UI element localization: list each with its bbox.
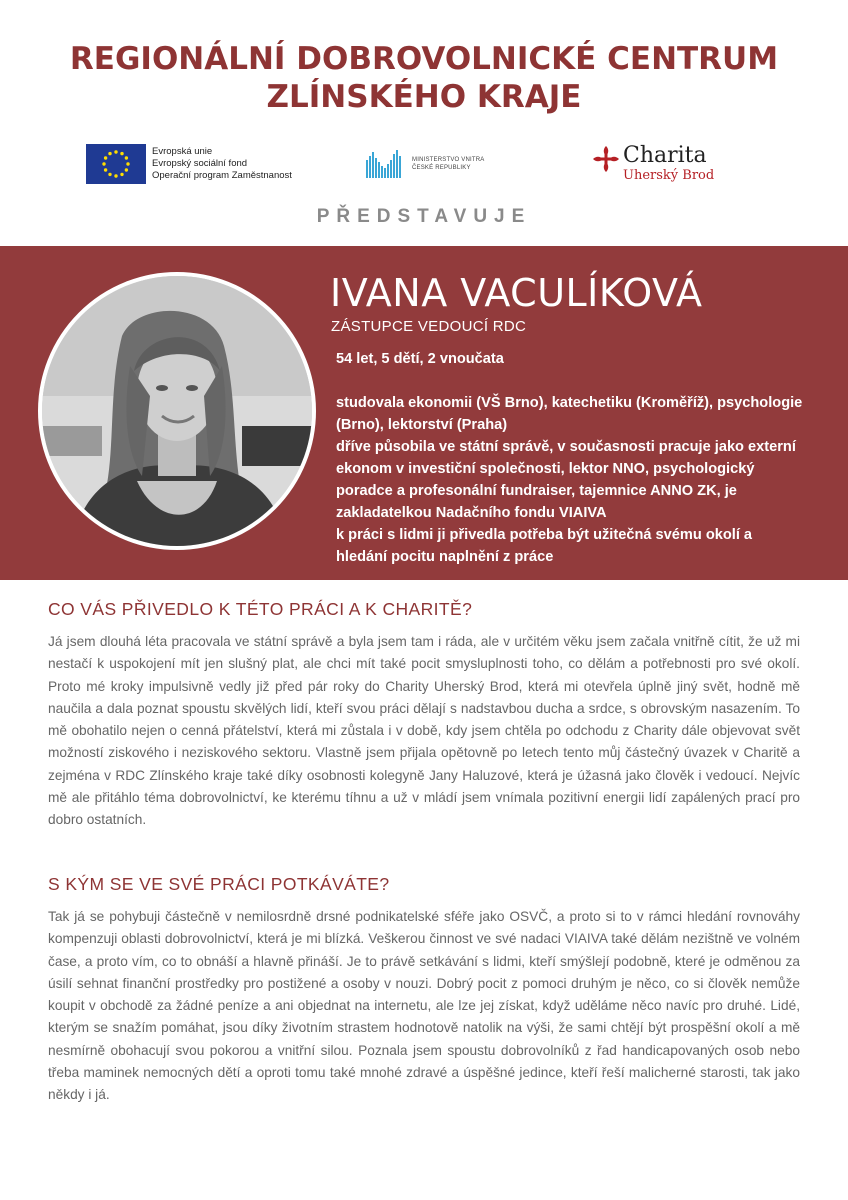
title-line-2: ZLÍNSKÉHO KRAJE [266,79,582,115]
bio-line: dříve působila ve státní správě, v současnosti pracuje jako externí [336,439,796,455]
charita-name: Charita [623,143,707,168]
mv-line-1: MINISTERSTVO VNITRA [412,157,485,163]
qa-section-1 [48,597,800,832]
qa-section-2 [48,872,800,1107]
bio-line: hledání pocitu naplnění z práce [336,549,554,565]
page-title [0,40,848,116]
bio-line: studovala ekonomii (VŠ Brno), katechetiku (Kroměříž), psychologie [336,395,803,411]
eu-line-3: Operační program Zaměstnanost [152,170,292,181]
bio-line: (Brno), lektorství (Praha) [336,417,508,433]
mv-logo-text [412,156,484,172]
question-heading: CO VÁS PŘIVEDLO K TÉTO PRÁCI A K CHARITĚ? [48,599,473,619]
eu-flag-icon [86,144,146,184]
charita-logo-text [623,144,714,184]
presents-label: PŘEDSTAVUJE [316,206,532,227]
bio-line: zakladatelkou Nadačního fondu VIAIVA [336,505,607,521]
charita-logo [591,144,714,184]
charita-city: Uherský Brod [623,168,715,183]
charita-cross-icon [591,144,621,174]
eu-logo [86,144,292,184]
eu-line-1: Evropská unie [152,146,213,157]
eu-logo-text [152,146,292,182]
question-heading: S KÝM SE VE SVÉ PRÁCI POTKÁVÁTE? [48,874,390,894]
bio-line: poradce a profesonální fundraiser, tajemnice ANNO ZK, je [336,483,737,499]
mv-bars-icon [366,148,404,180]
profile-age: 54 let, 5 dětí, 2 vnoučata [336,351,504,367]
profile-bio [336,348,836,568]
profile-role: ZÁSTUPCE VEDOUCÍ RDC [331,318,527,335]
title-line-1: REGIONÁLNÍ DOBROVOLNICKÉ CENTRUM [69,41,779,77]
profile-name: IVANA VACULÍKOVÁ [330,271,703,315]
answer-text: Já jsem dlouhá léta pracovala ve státní správě a byla jsem tam i ráda, ale v určitém věku jsem začala vnitřně cítit, že už mi nestačí k uspokojení mít jen slušný plat, ale chci mít také pocit smysluplnosti toho, co dělám a potřebnosti pro své okolí. Proto mé kroky impulsivně vedly již před pár roky do Charity Uherský Brod, která mi otevřela úplně jiný svět, hodně mě naučila a dala poznat spoustu skvělých lidí, kteří svou práci dělají s nadstavbou ducha a srdce, s obrovským nasazením. To mě obohatilo nejen o cenná přátelství, která mi zůstala i v době, kdy jsem chtěla po odchodu z Charity dále objevovat svět možností ziskového i neziskového sektoru. Vlastně jsem přijala opětovně po letech tento můj částečný úvazek v Charitě a zejména v RDC Zlínského kraje také díky osobnosti kolegyně Jany Haluzové, která je úžasná jako člověk i vedoucí. Nejvíc mě ale přitáhlo téma dobrovolnictví, ke kterému tíhnu a už v mládí jsem vnímala pozitivní energii lidí zapálených prací pro dobro ostatních. [48,634,800,828]
bio-line: ekonom v investiční společnosti, lektor NNO, psychologický [336,461,755,477]
profile-photo [38,272,316,550]
mv-logo [366,148,484,180]
bio-line: k práci s lidmi ji přivedla potřeba být užitečná svému okolí a [336,527,753,543]
mv-line-2: ČESKÉ REPUBLIKY [412,165,471,171]
eu-line-2: Evropský sociální fond [152,158,248,169]
answer-text: Tak já se pohybuji částečně v nemilosrdně drsné podnikatelské sféře jako OSVČ, a proto si to v rámci hledání rovnováhy kompenzuji oblasti dobrovolnictví, která je mi blízká. Veškerou činnost ve své nadaci VIAIVA také dělám nezištně ve volném čase, a proto vím, co to obnáší a hlavně přináší. Je to právě setkávání s lidmi, kteří smýšlejí podobně, které je odměnou za úsilí sehnat finanční prostředky pro postižené a osoby v nouzi. Dobrý pocit z pomoci druhým je něco, co si člověk nemůže koupit v obchodě za žádné peníze a ani objednat na internetu, ale lze jej získat, když uděláme něco navíc pro druhé. Lidé, kterým se snažím pomáhat, jsou díky životním strastem hodnotově natolik na výši, že sami chtějí být prospěšní okolí a mě nesmírně obohacují svou pokorou a vnitřní silou. Poznala jsem spoustu dobrovolníků z řad handicapovaných osob nebo třeba maminek nemocných dětí a oproti tomu také mnohé zdravé a úspěšné jedince, kteří řeší malicherné starosti, tak jako někdy i já. [48,909,800,1103]
portrait-image [42,276,312,546]
